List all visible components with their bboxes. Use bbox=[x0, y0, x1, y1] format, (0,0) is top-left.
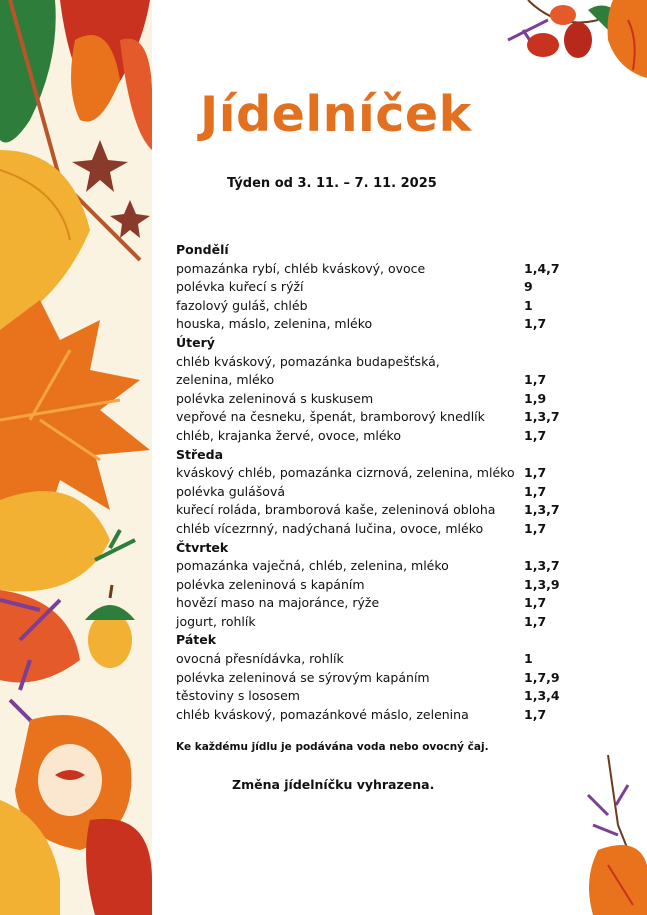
dish-name: fazolový guláš, chléb bbox=[176, 297, 308, 313]
menu-item-row bbox=[176, 706, 566, 725]
allergen-codes: 1,7 bbox=[524, 613, 547, 629]
day-heading: Úterý bbox=[176, 334, 215, 350]
leaf-branch-illustration bbox=[578, 755, 647, 915]
allergen-codes: 1 bbox=[524, 297, 533, 313]
allergen-codes: 1,3,4 bbox=[524, 688, 560, 704]
allergen-codes: 1 bbox=[524, 651, 533, 667]
menu-item-row bbox=[176, 650, 566, 669]
menu-item-row bbox=[176, 371, 566, 390]
menu-item-row bbox=[176, 427, 566, 446]
dish-name: polévka zeleninová s kuskusem bbox=[176, 390, 374, 406]
menu-item-row bbox=[176, 353, 566, 372]
page-title: Jídelníček bbox=[200, 86, 472, 143]
allergen-codes: 1,7 bbox=[524, 465, 547, 481]
allergen-codes: 1,7 bbox=[524, 595, 547, 611]
menu-item-row bbox=[176, 483, 566, 502]
autumn-leaves-illustration bbox=[0, 0, 152, 915]
menu-item-row bbox=[176, 501, 566, 520]
menu-item-row bbox=[176, 464, 566, 483]
dish-name: polévka gulášová bbox=[176, 483, 286, 499]
dish-name: chléb kváskový, pomazánka budapešťská, bbox=[176, 353, 440, 369]
menu-item-row bbox=[176, 669, 566, 688]
dish-name: hovězí maso na majoránce, rýže bbox=[176, 595, 380, 611]
allergen-codes: 1,9 bbox=[524, 390, 547, 406]
dish-name: polévka zeleninová s kapáním bbox=[176, 576, 365, 592]
menu-item-row bbox=[176, 557, 566, 576]
dish-name: vepřové na česneku, špenát, bramborový knedlík bbox=[176, 409, 485, 425]
dish-name: kuřecí roláda, bramborová kaše, zeleninová obloha bbox=[176, 502, 496, 518]
menu-item-row bbox=[176, 260, 566, 279]
menu-item-row bbox=[176, 613, 566, 632]
autumn-leaves-bottom-right-decoration bbox=[578, 755, 647, 915]
dish-name: pomazánka rybí, chléb kváskový, ovoce bbox=[176, 260, 426, 276]
autumn-berries-top-right-decoration bbox=[488, 0, 647, 80]
allergen-codes: 1,7 bbox=[524, 483, 547, 499]
menu-item-row bbox=[176, 576, 566, 595]
menu-item-row bbox=[176, 315, 566, 334]
menu-item-row bbox=[176, 297, 566, 316]
day-heading: Čtvrtek bbox=[176, 539, 229, 555]
menu-item-row bbox=[176, 390, 566, 409]
allergen-codes: 1,7,9 bbox=[524, 669, 560, 685]
dish-name: zelenina, mléko bbox=[176, 372, 275, 388]
weekly-menu bbox=[176, 241, 566, 724]
dish-name: těstoviny s lososem bbox=[176, 688, 300, 704]
allergen-codes: 1,3,7 bbox=[524, 558, 560, 574]
allergen-codes: 1,7 bbox=[524, 427, 547, 443]
allergen-codes: 1,7 bbox=[524, 706, 547, 722]
dish-name: chléb vícezrnný, nadýchaná lučina, ovoce, mléko bbox=[176, 520, 484, 536]
allergen-codes: 1,3,9 bbox=[524, 576, 560, 592]
berries-illustration bbox=[488, 0, 647, 80]
allergen-codes: 1,7 bbox=[524, 316, 547, 332]
dish-name: polévka zeleninová se sýrovým kapáním bbox=[176, 669, 430, 685]
dish-name: jogurt, rohlík bbox=[176, 613, 256, 629]
allergen-codes: 1,7 bbox=[524, 372, 547, 388]
week-range: Týden od 3. 11. – 7. 11. 2025 bbox=[227, 176, 437, 191]
drinks-note: Ke každému jídlu je podávána voda nebo ovocný čaj. bbox=[176, 741, 489, 753]
dish-name: kváskový chléb, pomazánka cizrnová, zelenina, mléko bbox=[176, 465, 515, 481]
dish-name: chléb, krajanka žervé, ovoce, mléko bbox=[176, 427, 401, 443]
day-heading: Pátek bbox=[176, 632, 217, 648]
dish-name: ovocná přesnídávka, rohlík bbox=[176, 651, 344, 667]
menu-item-row bbox=[176, 520, 566, 539]
menu-item-row bbox=[176, 278, 566, 297]
allergen-codes: 9 bbox=[524, 279, 533, 295]
dish-name: pomazánka vaječná, chléb, zelenina, mléko bbox=[176, 558, 449, 574]
menu-item-row bbox=[176, 594, 566, 613]
menu-item-row bbox=[176, 408, 566, 427]
allergen-codes: 1,3,7 bbox=[524, 502, 560, 518]
day-heading: Středa bbox=[176, 446, 224, 462]
allergen-codes: 1,3,7 bbox=[524, 409, 560, 425]
dish-name: polévka kuřecí s rýží bbox=[176, 279, 304, 295]
allergen-codes: 1,7 bbox=[524, 520, 547, 536]
menu-change-notice: Změna jídelníčku vyhrazena. bbox=[232, 777, 435, 792]
autumn-leaves-left-decoration bbox=[0, 0, 152, 915]
allergen-codes: 1,4,7 bbox=[524, 260, 560, 276]
dish-name: houska, máslo, zelenina, mléko bbox=[176, 316, 373, 332]
menu-item-row bbox=[176, 687, 566, 706]
dish-name: chléb kváskový, pomazánkové máslo, zelenina bbox=[176, 706, 469, 722]
day-heading: Pondělí bbox=[176, 242, 229, 257]
